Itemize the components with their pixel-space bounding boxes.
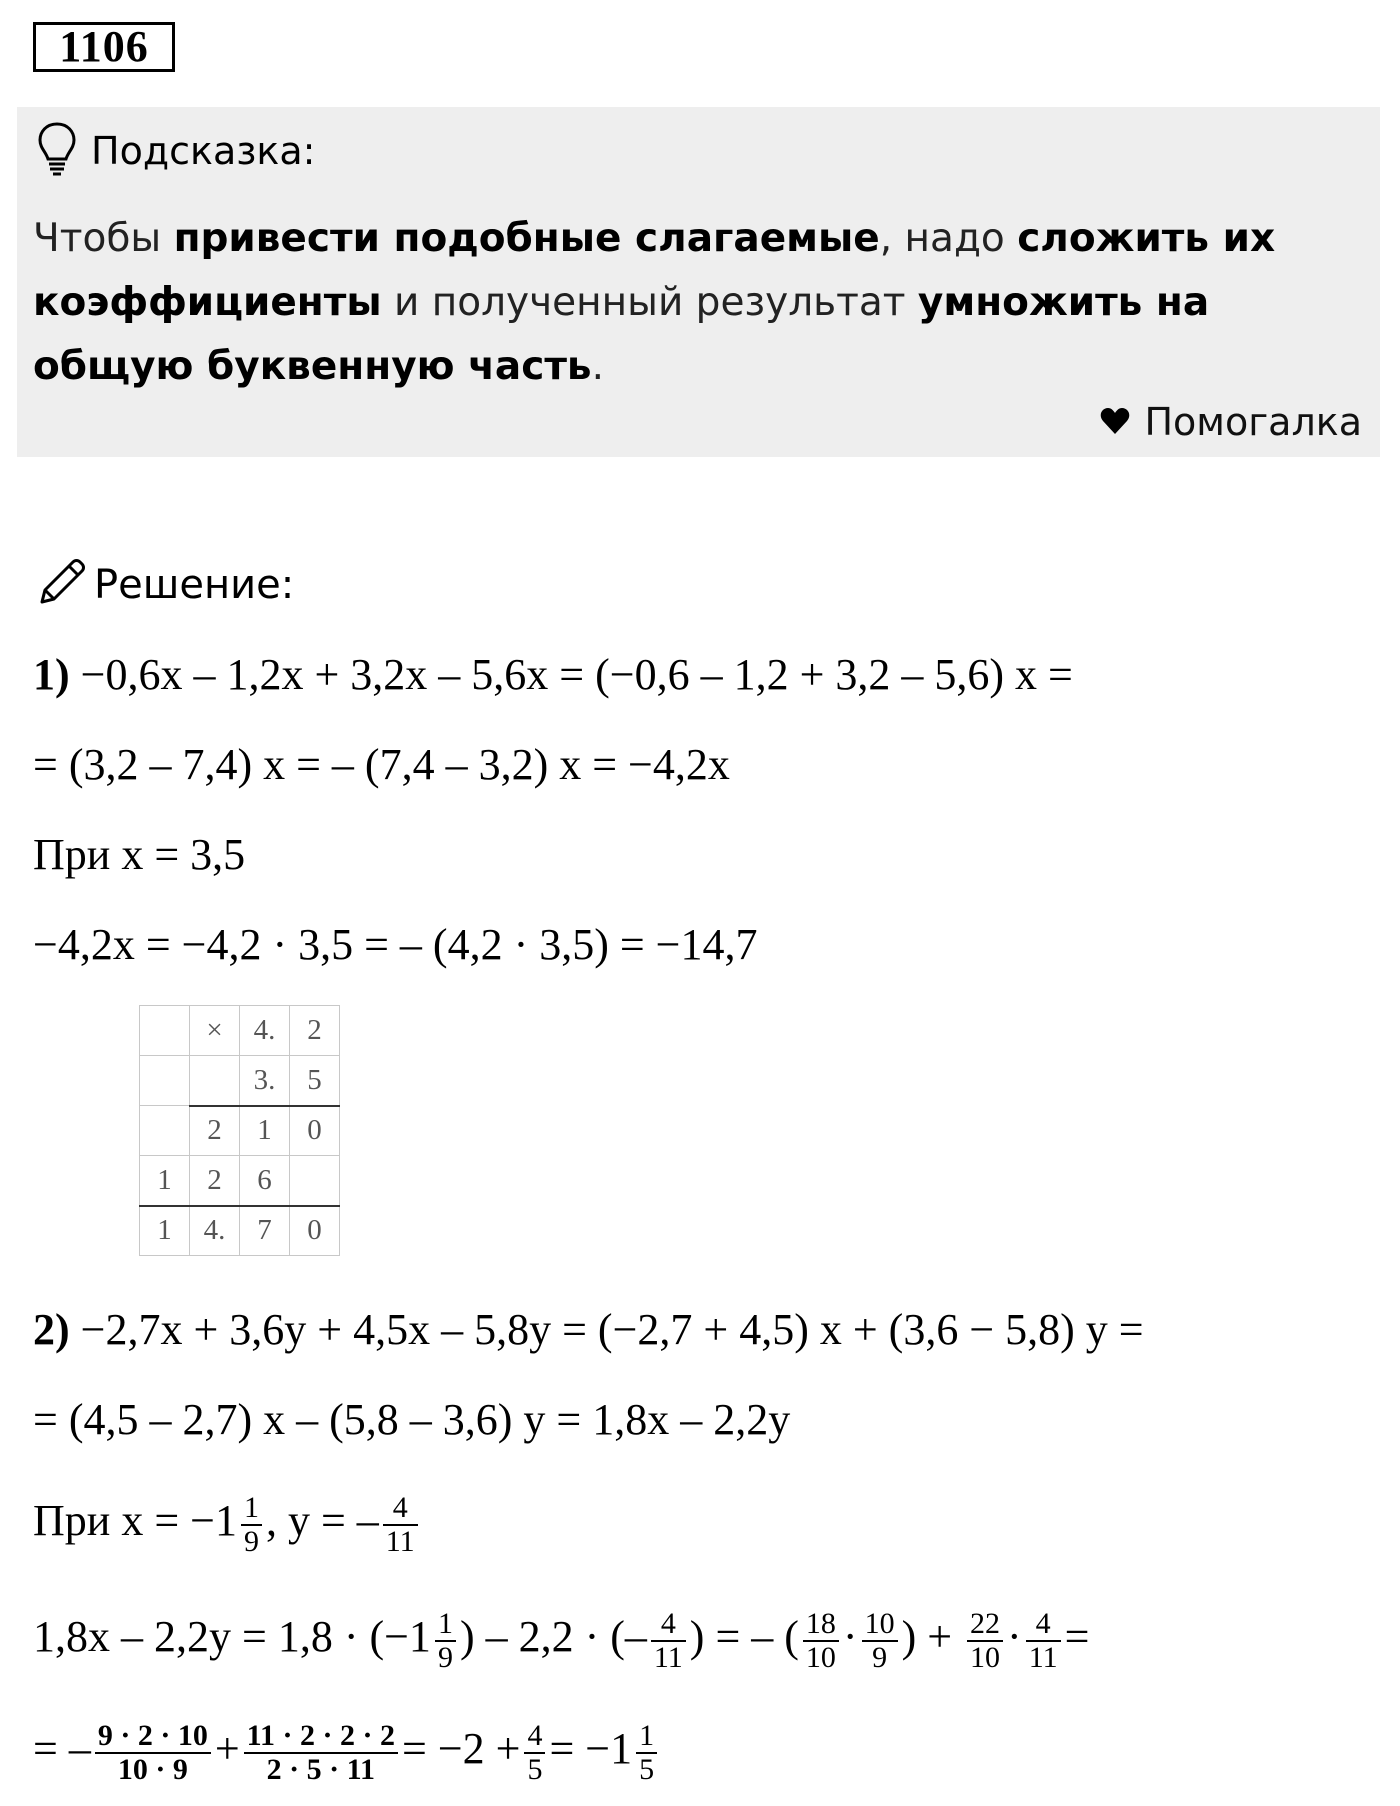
solution-title: Решение:	[94, 561, 295, 608]
hint-header	[37, 121, 315, 181]
heart-icon	[1100, 400, 1144, 444]
lightbulb-icon	[37, 121, 77, 182]
column-multiplication: × 4. 2 3. 5 2 1 0 1 2 6 1 4. 7 0	[139, 1005, 340, 1256]
part2-line1: 2) −2,7x + 3,6y + 4,5x – 5,8y = (−2,7 + 4,5) x + (3,6 − 5,8) y =	[33, 1305, 1144, 1354]
part2-line5: = – $\frac{9 \cdot 2 \cdot 10}{10 \cdot 9}$ + $\frac{11 \cdot 2 \cdot 2 \cdot 2}{2 \cdot 5 \cdot 11}$ = −2 + $\frac{4}{5}$ = −1 $\frac{1}{5}$	[33, 1720, 661, 1786]
hint-title: Подсказка:	[91, 129, 316, 173]
credit-label: Помогалка	[1144, 400, 1362, 444]
part1-line4: −4,2x = −4,2 · 3,5 = – (4,2 · 3,5) = −14,7	[33, 920, 758, 969]
hint-box	[17, 107, 1380, 457]
part1-line1: 1) −0,6x – 1,2x + 3,2x – 5,6x = (−0,6 – 1,2 + 3,2 – 5,6) x =	[33, 650, 1073, 699]
credit	[1100, 400, 1362, 444]
hint-text: Чтобы привести подобные слагаемые, надо сложить их коэффициенты и полученный результат умножить на общую буквенную часть.	[33, 216, 1276, 389]
part2-line4: 1,8x – 2,2y = 1,8 · (−1 $\frac{1}{9}$ ) – 2,2 · (– $\frac{4}{11}$ ) = – ( $\frac{18}{10}$ · $\frac{10}{9}$ ) + $\frac{22}{10}$ · $\frac{4}{11}$ =	[33, 1607, 1090, 1674]
part2-line2: = (4,5 – 2,7) x – (5,8 – 3,6) y = 1,8x – 2,2y	[33, 1395, 791, 1444]
task-number: 1106	[33, 22, 175, 72]
pencil-icon	[36, 556, 88, 613]
part2-line3: При x = −1 $\frac{1}{9}$ , y = – $\frac{4}{11}$	[33, 1492, 422, 1558]
part1-line2: = (3,2 – 7,4) x = – (7,4 – 3,2) x = −4,2x	[33, 740, 730, 789]
solution-header	[36, 556, 294, 613]
part1-line3: При x = 3,5	[33, 830, 246, 879]
